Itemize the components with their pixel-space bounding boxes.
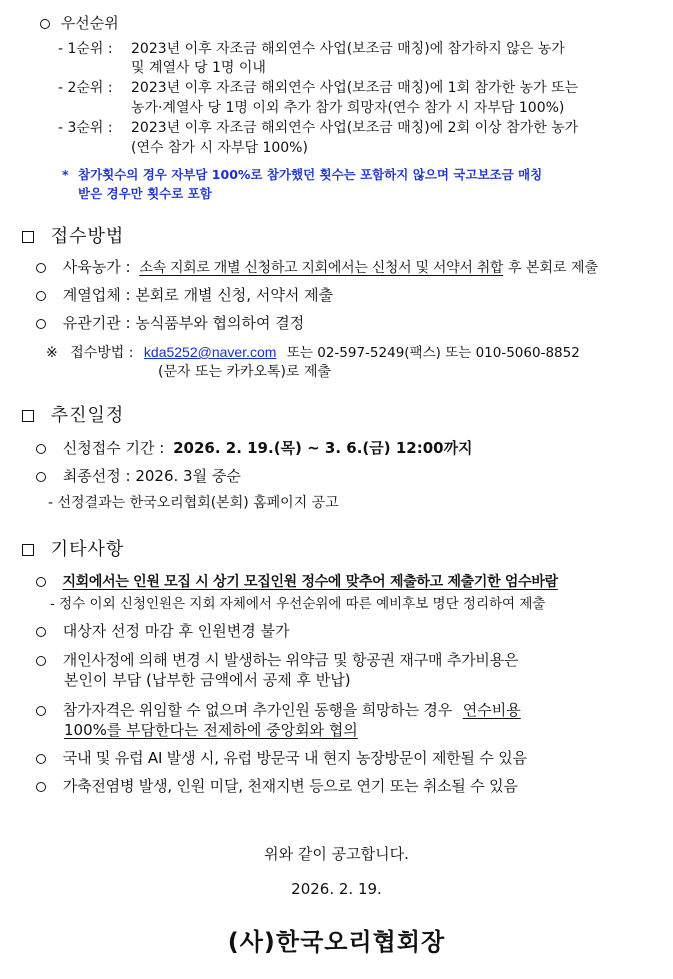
closing-date: 2026. 2. 19. bbox=[291, 880, 382, 898]
circle-bullet-icon bbox=[36, 577, 46, 587]
schedule-final: 최종선정 : 2026. 3월 중순 bbox=[62, 467, 241, 485]
reception-farm-underlined: 소속 지회로 개별 신청하고 지회에서는 신청서 및 서약서 취합 bbox=[139, 260, 504, 276]
schedule-apply-label: 신청접수 기간 : bbox=[62, 439, 165, 457]
priority-1-label: - 1순위 : bbox=[58, 41, 113, 57]
priority-heading: 우선순위 bbox=[60, 14, 119, 32]
other-item1-note: - 정수 이외 신청인원은 지회 자체에서 우선순위에 따른 예비후보 명단 정리하여 제출 bbox=[50, 596, 546, 612]
reception-heading-row bbox=[22, 228, 124, 246]
schedule-final-row bbox=[36, 467, 241, 485]
reception-method-row bbox=[46, 343, 580, 362]
other-item4-b: 연수비용 bbox=[462, 701, 521, 719]
circle-bullet-icon bbox=[36, 263, 46, 273]
other-item1: 지회에서는 인원 모집 시 상기 모집인원 정수에 맞추어 제출하고 제출기한 엄수바람 bbox=[62, 574, 558, 590]
priority-3-line1: 2023년 이후 자조금 해외연수 사업(보조금 매칭)에 2회 이상 참가한 농가 bbox=[131, 120, 579, 136]
reception-affiliate: 계열업체 : 본회로 개별 신청, 서약서 제출 bbox=[62, 286, 334, 304]
priority-2-line2: 농가·계열사 당 1명 이외 추가 참가 희망자(연수 참가 시 자부담 100%) bbox=[131, 100, 565, 116]
other-item3-row bbox=[36, 651, 518, 669]
reception-agency-row bbox=[36, 314, 304, 332]
priority-1-line1: 2023년 이후 자조금 해외연수 사업(보조금 매칭)에 참가하지 않은 농가 bbox=[131, 41, 565, 57]
reception-method-label: 접수방법 : bbox=[70, 345, 134, 361]
other-heading: 기타사항 bbox=[50, 539, 125, 560]
reference-mark-icon: ※ bbox=[46, 345, 58, 361]
closing-signature: (사)한국오리협회장 bbox=[227, 928, 446, 956]
closing-statement: 위와 같이 공고합니다. bbox=[264, 845, 409, 863]
email-link[interactable]: kda5252@naver.com bbox=[143, 344, 277, 360]
circle-bullet-icon bbox=[36, 656, 46, 666]
other-item4-line2: 100%를 부담한다는 전제하에 중앙회와 협의 bbox=[64, 721, 358, 739]
circle-bullet-icon bbox=[36, 291, 46, 301]
reception-heading: 접수방법 bbox=[50, 226, 125, 247]
circle-bullet-icon bbox=[36, 472, 46, 482]
priority-note-line2: 받은 경우만 횟수로 포함 bbox=[78, 186, 212, 201]
other-item6: 가축전염병 발생, 인원 미달, 천재지변 등으로 연기 또는 취소될 수 있음 bbox=[62, 777, 518, 795]
schedule-heading: 추진일정 bbox=[50, 405, 125, 426]
schedule-heading-row bbox=[22, 407, 124, 425]
circle-bullet-icon bbox=[40, 19, 50, 29]
reception-farm-label: 사육농가 : bbox=[62, 258, 131, 276]
other-heading-row bbox=[22, 541, 124, 559]
circle-bullet-icon bbox=[36, 444, 46, 454]
square-bullet-icon bbox=[22, 410, 34, 422]
reception-farm-rest: 후 본회로 제출 bbox=[507, 260, 598, 276]
other-item4-row bbox=[36, 701, 521, 719]
other-item1-row bbox=[36, 573, 558, 591]
circle-bullet-icon bbox=[36, 782, 46, 792]
priority-heading-row bbox=[40, 14, 119, 32]
other-item6-row bbox=[36, 777, 518, 795]
other-item3-line1: 개인사정에 의해 변경 시 발생하는 위약금 및 항공권 재구매 추가비용은 bbox=[62, 651, 519, 669]
priority-2-label: - 2순위 : bbox=[58, 80, 113, 96]
other-item5: 국내 및 유럽 AI 발생 시, 유럽 방문국 내 현지 농장방문이 제한될 수 있음 bbox=[62, 749, 527, 767]
circle-bullet-icon bbox=[36, 754, 46, 764]
circle-bullet-icon bbox=[36, 319, 46, 329]
priority-3-line2: (연수 참가 시 자부담 100%) bbox=[131, 140, 308, 156]
priority-3-label: - 3순위 : bbox=[58, 120, 113, 136]
schedule-final-note: - 선정결과는 한국오리협회(본회) 홈페이지 공고 bbox=[48, 495, 339, 511]
priority-1-line2: 및 계열사 당 1명 이내 bbox=[131, 60, 266, 76]
other-item2-row bbox=[36, 622, 289, 640]
other-item3-line2: 본인이 부담 (납부한 금액에서 공제 후 반납) bbox=[64, 671, 351, 689]
circle-bullet-icon bbox=[36, 627, 46, 637]
priority-note-mark: * bbox=[62, 167, 69, 182]
reception-method-rest: 또는 02-597-5249(팩스) 또는 010-5060-8852 bbox=[286, 345, 580, 361]
schedule-apply-row bbox=[36, 439, 473, 457]
other-item4-a: 참가자격은 위임할 수 없으며 추가인원 동행을 희망하는 경우 bbox=[62, 701, 453, 719]
priority-note-line1: 참가횟수의 경우 자부담 100%로 참가했던 횟수는 포함하지 않으며 국고보조금 매칭 bbox=[78, 167, 543, 182]
circle-bullet-icon bbox=[36, 706, 46, 716]
reception-agency: 유관기관 : 농식품부와 협의하여 결정 bbox=[62, 314, 305, 332]
priority-2-line1: 2023년 이후 자조금 해외연수 사업(보조금 매칭)에 1회 참가한 농가 또는 bbox=[131, 80, 579, 96]
other-item2: 대상자 선정 마감 후 인원변경 불가 bbox=[62, 622, 290, 640]
reception-farm-row bbox=[36, 258, 598, 277]
square-bullet-icon bbox=[22, 544, 34, 556]
reception-method-line2: (문자 또는 카카오톡)로 제출 bbox=[158, 364, 332, 380]
other-item5-row bbox=[36, 749, 527, 767]
square-bullet-icon bbox=[22, 231, 34, 243]
schedule-apply-value: 2026. 2. 19.(목) ~ 3. 6.(금) 12:00까지 bbox=[173, 439, 473, 457]
reception-affiliate-row bbox=[36, 286, 333, 304]
